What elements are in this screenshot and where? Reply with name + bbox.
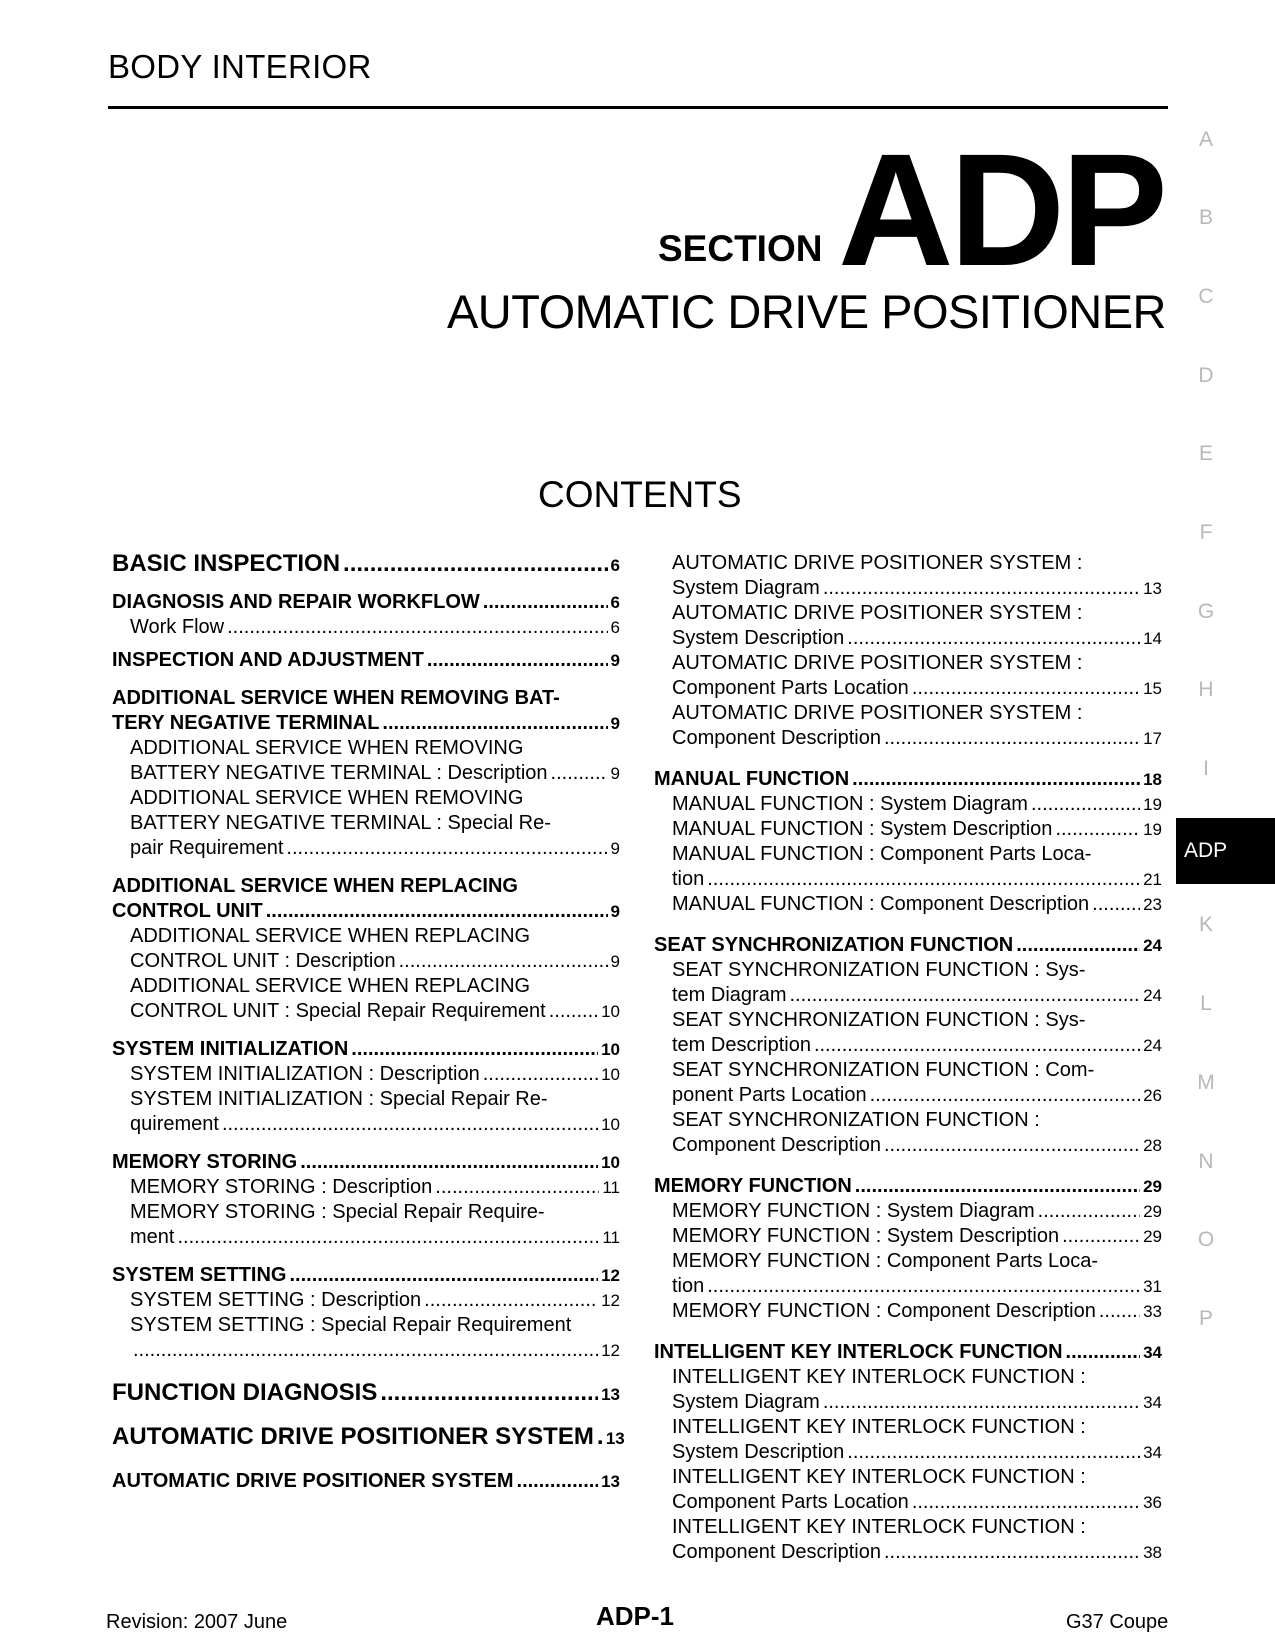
- dot-leader: [133, 1338, 598, 1363]
- section-tab-e[interactable]: E: [1198, 442, 1213, 465]
- section-tab-h[interactable]: H: [1198, 678, 1214, 701]
- toc-page-number: 24: [1143, 986, 1162, 1005]
- dot-leader: [517, 1469, 599, 1494]
- dot-leader: [483, 590, 608, 615]
- toc-page-number: 17: [1143, 729, 1162, 748]
- toc-entry-text: System Description: [672, 627, 845, 649]
- section-tab-f[interactable]: F: [1199, 521, 1213, 544]
- toc-entry-text: SYSTEM INITIALIZATION : Special Repair Re-: [130, 1088, 548, 1110]
- toc-page-number: 34: [1143, 1343, 1162, 1362]
- toc-entry-text: ADDITIONAL SERVICE WHEN REPLACING: [112, 875, 518, 897]
- dot-leader: [549, 999, 598, 1024]
- dot-leader: [483, 1062, 598, 1087]
- toc-entry[interactable]: [654, 1199, 1162, 1224]
- toc-entry[interactable]: [112, 590, 620, 615]
- toc-entry-text: ADDITIONAL SERVICE WHEN REPLACING: [130, 925, 531, 947]
- toc-entry[interactable]: [112, 1377, 620, 1411]
- dot-leader: [382, 711, 607, 736]
- toc-page-number: 9: [610, 839, 620, 858]
- section-tab-c[interactable]: C: [1198, 285, 1214, 308]
- dot-leader: [847, 626, 1140, 651]
- dot-leader: [847, 1440, 1140, 1465]
- dot-leader: [789, 983, 1140, 1008]
- toc-page-number: 10: [601, 1040, 620, 1059]
- toc-entry-text: INTELLIGENT KEY INTERLOCK FUNCTION :: [672, 1366, 1086, 1388]
- dot-leader: [1066, 1340, 1141, 1365]
- dot-leader: [300, 1150, 598, 1175]
- toc-entry-text: Component Description: [672, 1541, 881, 1563]
- toc-entry-text: SEAT SYNCHRONIZATION FUNCTION : Com-: [672, 1059, 1095, 1081]
- dot-leader: [424, 1288, 598, 1313]
- toc-page-number: 9: [610, 902, 620, 921]
- toc-entry[interactable]: [654, 792, 1162, 817]
- toc-page-number: 28: [1143, 1136, 1162, 1155]
- dot-leader: [1055, 817, 1140, 842]
- dot-leader: [177, 1225, 599, 1250]
- toc-page-number: 9: [610, 764, 620, 783]
- dot-leader: [399, 949, 608, 974]
- section-tab-n[interactable]: N: [1198, 1150, 1214, 1173]
- dot-leader: [884, 1133, 1140, 1158]
- toc-entry-text: BATTERY NEGATIVE TERMINAL : Description: [130, 762, 548, 784]
- toc-page-number: 19: [1143, 820, 1162, 839]
- toc-entry-text: MEMORY FUNCTION : Component Parts Loca-: [672, 1250, 1099, 1272]
- toc-entry[interactable]: [654, 1340, 1162, 1365]
- toc-entry-text: SYSTEM SETTING : Description: [130, 1289, 422, 1311]
- toc-entry-text: MEMORY FUNCTION : System Description: [672, 1225, 1060, 1247]
- dot-leader: [823, 1390, 1140, 1415]
- toc-entry-text: System Diagram: [672, 577, 820, 599]
- toc-entry-text: MEMORY STORING : Description: [130, 1176, 433, 1198]
- toc-entry[interactable]: [112, 1175, 620, 1200]
- toc-page-number: 18: [1143, 770, 1162, 789]
- toc-page-number: 13: [601, 1385, 620, 1404]
- toc-entry[interactable]: [112, 686, 620, 736]
- toc-entry[interactable]: [654, 1415, 1162, 1465]
- toc-entry-text: BASIC INSPECTION: [112, 550, 341, 577]
- toc-entry[interactable]: [654, 551, 1162, 601]
- toc-page-number: 6: [610, 618, 620, 637]
- section-tab-m[interactable]: M: [1197, 1071, 1215, 1094]
- toc-entry-text: Component Description: [672, 727, 881, 749]
- toc-entry[interactable]: [654, 651, 1162, 701]
- toc-page-number: 12: [601, 1291, 620, 1310]
- toc-entry[interactable]: [112, 1263, 620, 1288]
- toc-entry-text: SEAT SYNCHRONIZATION FUNCTION : Sys-: [672, 959, 1086, 981]
- toc-entry[interactable]: [112, 548, 620, 582]
- dot-leader: [427, 648, 608, 673]
- toc-page-number: 34: [1143, 1393, 1162, 1412]
- toc-entry-text: TERY NEGATIVE TERMINAL: [112, 712, 380, 734]
- toc-page-number: 33: [1143, 1302, 1162, 1321]
- dot-leader: [1092, 892, 1140, 917]
- toc-entry-text: SEAT SYNCHRONIZATION FUNCTION : Sys-: [672, 1009, 1086, 1031]
- toc-page-number: 9: [610, 714, 620, 733]
- toc-entry[interactable]: [654, 1058, 1162, 1108]
- dot-leader: [870, 1083, 1140, 1108]
- dot-leader: [289, 1263, 598, 1288]
- toc-entry[interactable]: [654, 1224, 1162, 1249]
- toc-entry[interactable]: [654, 1299, 1162, 1324]
- dot-leader: [227, 615, 607, 640]
- toc-entry-text: MANUAL FUNCTION : System Description: [672, 818, 1053, 840]
- toc-entry[interactable]: [112, 1200, 620, 1250]
- toc-entry[interactable]: [112, 648, 620, 673]
- dot-leader: [884, 726, 1140, 751]
- footer-model: G37 Coupe: [1066, 1611, 1169, 1633]
- dot-leader: [343, 548, 608, 580]
- toc-page-number: 29: [1143, 1227, 1162, 1246]
- header-rule: [108, 106, 1168, 109]
- toc-right-column: [654, 551, 1162, 1565]
- toc-page-number: 29: [1143, 1202, 1162, 1221]
- toc-entry-text: Component Parts Location: [672, 1491, 909, 1513]
- toc-entry-text: CONTROL UNIT : Description: [130, 950, 396, 972]
- toc-page-number: 6: [610, 556, 620, 575]
- toc-page-number: 13: [1143, 579, 1162, 598]
- toc-entry-text: DIAGNOSIS AND REPAIR WORKFLOW: [112, 591, 480, 613]
- toc-page-number: 14: [1143, 629, 1162, 648]
- toc-entry-text: SEAT SYNCHRONIZATION FUNCTION :: [672, 1109, 1040, 1131]
- section-title: AUTOMATIC DRIVE POSITIONER: [446, 285, 1166, 338]
- dot-leader: [380, 1377, 598, 1409]
- dot-leader: [351, 1037, 598, 1062]
- toc-page-number: 10: [601, 1115, 620, 1134]
- toc-page-number: 38: [1143, 1543, 1162, 1562]
- toc-entry[interactable]: [112, 1062, 620, 1087]
- dot-leader: [912, 1490, 1140, 1515]
- toc-entry[interactable]: [654, 1174, 1162, 1199]
- section-code: ADP: [838, 120, 1164, 299]
- section-tab-strip: [1176, 128, 1275, 1428]
- section-tab-k[interactable]: K: [1198, 913, 1213, 936]
- footer-revision: Revision: 2007 June: [106, 1611, 288, 1633]
- toc-page-number: 23: [1143, 895, 1162, 914]
- toc-entry[interactable]: [654, 817, 1162, 842]
- dot-leader: [884, 1540, 1140, 1565]
- dot-leader: [1016, 933, 1140, 958]
- toc-left-column: [112, 548, 625, 1494]
- dot-leader: [707, 867, 1140, 892]
- toc-page-number: 12: [601, 1266, 620, 1285]
- toc-entry-text: INTELLIGENT KEY INTERLOCK FUNCTION :: [672, 1516, 1086, 1538]
- toc-page-number: 9: [610, 952, 620, 971]
- toc-entry[interactable]: [654, 958, 1162, 1008]
- toc-page-number: 6: [610, 593, 620, 612]
- dot-leader: [222, 1112, 598, 1137]
- toc-entry[interactable]: [654, 892, 1162, 917]
- toc-entry-text: FUNCTION DIAGNOSIS: [112, 1379, 378, 1406]
- footer-page-label: ADP-1: [596, 1601, 675, 1631]
- toc-entry-text: ADDITIONAL SERVICE WHEN REMOVING: [130, 787, 524, 809]
- dot-leader: [1099, 1299, 1140, 1324]
- toc-entry-text: Component Parts Location: [672, 677, 909, 699]
- toc-entry-text: quirement: [130, 1113, 219, 1135]
- toc-entry-text: System Diagram: [672, 1391, 820, 1413]
- toc-entry[interactable]: [654, 1465, 1162, 1515]
- toc-entry[interactable]: [112, 1150, 620, 1175]
- toc-entry-text: INTELLIGENT KEY INTERLOCK FUNCTION :: [672, 1466, 1086, 1488]
- toc-entry-text: SYSTEM SETTING: [112, 1264, 287, 1286]
- toc-entry-text: System Description: [672, 1441, 845, 1463]
- toc-page-number: 34: [1143, 1443, 1162, 1462]
- toc-entry[interactable]: [112, 1087, 620, 1137]
- toc-page-number: 21: [1143, 870, 1162, 889]
- toc-entry[interactable]: [654, 767, 1162, 792]
- toc-page-number: 29: [1143, 1177, 1162, 1196]
- toc-entry-text: MANUAL FUNCTION : Component Description: [672, 893, 1090, 915]
- dot-leader: [1031, 792, 1140, 817]
- section-tab-d[interactable]: D: [1198, 364, 1214, 387]
- toc-entry-text: Work Flow: [130, 616, 225, 638]
- toc-entry[interactable]: [654, 1365, 1162, 1415]
- toc-page-number: 9: [610, 651, 620, 670]
- toc-entry[interactable]: [654, 842, 1162, 892]
- toc-entry-text: AUTOMATIC DRIVE POSITIONER SYSTEM: [112, 1470, 514, 1492]
- dot-leader: [823, 576, 1140, 601]
- toc-entry-text: ADDITIONAL SERVICE WHEN REPLACING: [130, 975, 531, 997]
- toc-page-number: 13: [601, 1472, 620, 1491]
- toc-entry-text: SYSTEM SETTING : Special Repair Requirement: [130, 1314, 572, 1336]
- toc-entry[interactable]: [654, 1515, 1162, 1565]
- toc-entry[interactable]: [654, 1108, 1162, 1158]
- toc-page-number: 24: [1143, 1036, 1162, 1055]
- toc-entry-text: ment: [130, 1226, 175, 1248]
- toc-entry[interactable]: [654, 933, 1162, 958]
- dot-leader: [707, 1274, 1140, 1299]
- toc-entry-text: tem Diagram: [672, 984, 787, 1006]
- toc-entry[interactable]: [654, 701, 1162, 751]
- header-title: BODY INTERIOR: [108, 48, 372, 85]
- toc-entry[interactable]: [654, 601, 1162, 651]
- toc-page-number: 12: [601, 1341, 620, 1360]
- toc-entry[interactable]: [654, 1008, 1162, 1058]
- dot-leader: [814, 1033, 1140, 1058]
- toc-entry-text: AUTOMATIC DRIVE POSITIONER SYSTEM :: [672, 602, 1083, 624]
- dot-leader: [912, 676, 1140, 701]
- toc-page-number: 36: [1143, 1493, 1162, 1512]
- dot-leader: [1062, 1224, 1140, 1249]
- toc-entry-text: SYSTEM INITIALIZATION : Description: [130, 1063, 480, 1085]
- section-tab-active[interactable]: ADP: [1176, 818, 1275, 884]
- toc-entry[interactable]: [112, 974, 620, 1024]
- toc-page-number: 10: [601, 1065, 620, 1084]
- toc-entry-text: SEAT SYNCHRONIZATION FUNCTION: [654, 934, 1014, 956]
- toc-entry-text: INSPECTION AND ADJUSTMENT: [112, 649, 424, 671]
- toc-entry-text: MEMORY FUNCTION : Component Description: [672, 1300, 1096, 1322]
- toc-entry-text: AUTOMATIC DRIVE POSITIONER SYSTEM: [112, 1423, 594, 1450]
- toc-entry-text: MANUAL FUNCTION : System Diagram: [672, 793, 1028, 815]
- toc-entry-text: MEMORY STORING : Special Repair Require-: [130, 1201, 545, 1223]
- section-tab-b[interactable]: B: [1198, 206, 1213, 229]
- toc-entry-text: AUTOMATIC DRIVE POSITIONER SYSTEM :: [672, 702, 1083, 724]
- toc-entry-text: MANUAL FUNCTION : Component Parts Loca-: [672, 843, 1092, 865]
- toc-entry-text: INTELLIGENT KEY INTERLOCK FUNCTION: [654, 1341, 1063, 1363]
- toc-page-number: 24: [1143, 936, 1162, 955]
- toc-entry[interactable]: [112, 1421, 625, 1455]
- toc-entry[interactable]: [112, 1469, 620, 1494]
- toc-entry[interactable]: [112, 1288, 620, 1313]
- toc-page-number: 10: [601, 1153, 620, 1172]
- section-tab-g[interactable]: G: [1197, 600, 1215, 623]
- toc-entry-text: ADDITIONAL SERVICE WHEN REMOVING BAT-: [112, 687, 560, 709]
- section-tab-p[interactable]: P: [1198, 1307, 1213, 1330]
- toc-entry-text: CONTROL UNIT : Special Repair Requirement: [130, 1000, 546, 1022]
- toc-entry[interactable]: [112, 736, 620, 786]
- toc-entry-text: AUTOMATIC DRIVE POSITIONER SYSTEM :: [672, 652, 1083, 674]
- toc-page-number: 13: [605, 1429, 625, 1448]
- toc-entry-text: AUTOMATIC DRIVE POSITIONER SYSTEM :: [672, 552, 1083, 574]
- toc-entry[interactable]: [654, 1249, 1162, 1299]
- dot-leader: [855, 1174, 1140, 1199]
- dot-leader: [286, 836, 607, 861]
- dot-leader: [852, 767, 1140, 792]
- dot-leader: [1038, 1199, 1140, 1224]
- toc-entry[interactable]: [112, 786, 620, 861]
- section-tab-l[interactable]: L: [1200, 992, 1212, 1015]
- toc-entry-text: MEMORY FUNCTION: [654, 1175, 852, 1197]
- toc-entry-text: tem Description: [672, 1034, 811, 1056]
- toc-entry-text: MEMORY FUNCTION : System Diagram: [672, 1200, 1035, 1222]
- section-tab-i[interactable]: I: [1203, 757, 1209, 780]
- toc-page-number: 11: [602, 1228, 620, 1247]
- toc-entry-text: pair Requirement: [130, 837, 284, 859]
- toc-entry-text: tion: [672, 868, 705, 890]
- toc-entry-text: MANUAL FUNCTION: [654, 768, 850, 790]
- toc-entry-text: BATTERY NEGATIVE TERMINAL : Special Re-: [130, 812, 551, 834]
- toc-page-number: 19: [1143, 795, 1162, 814]
- toc-entry[interactable]: [112, 924, 620, 974]
- toc-entry[interactable]: [112, 1313, 620, 1363]
- toc-entry-text: SYSTEM INITIALIZATION: [112, 1038, 349, 1060]
- section-tab-a[interactable]: A: [1198, 128, 1213, 151]
- section-word: SECTION: [658, 228, 823, 269]
- dot-leader: [435, 1175, 599, 1200]
- dot-leader: [266, 899, 608, 924]
- toc-entry-text: ponent Parts Location: [672, 1084, 867, 1106]
- toc-page-number: 11: [602, 1178, 620, 1197]
- contents-title: CONTENTS: [538, 474, 742, 515]
- toc-entry-text: ADDITIONAL SERVICE WHEN REMOVING: [130, 737, 524, 759]
- toc-entry-text: CONTROL UNIT: [112, 900, 263, 922]
- toc-page-number: 10: [601, 1002, 620, 1021]
- toc-entry[interactable]: [112, 874, 620, 924]
- dot-leader: [551, 761, 608, 786]
- toc-page-number: 31: [1143, 1277, 1162, 1296]
- toc-entry[interactable]: [112, 1037, 620, 1062]
- dot-leader: [597, 1421, 603, 1453]
- toc-entry-text: MEMORY STORING: [112, 1151, 298, 1173]
- toc-entry-text: tion: [672, 1275, 705, 1297]
- toc-entry[interactable]: [112, 615, 620, 640]
- toc-entry-text: INTELLIGENT KEY INTERLOCK FUNCTION :: [672, 1416, 1086, 1438]
- toc-page-number: 15: [1143, 679, 1162, 698]
- toc-page-number: 26: [1143, 1086, 1162, 1105]
- toc-entry-text: Component Description: [672, 1134, 881, 1156]
- section-tab-o[interactable]: O: [1197, 1228, 1215, 1251]
